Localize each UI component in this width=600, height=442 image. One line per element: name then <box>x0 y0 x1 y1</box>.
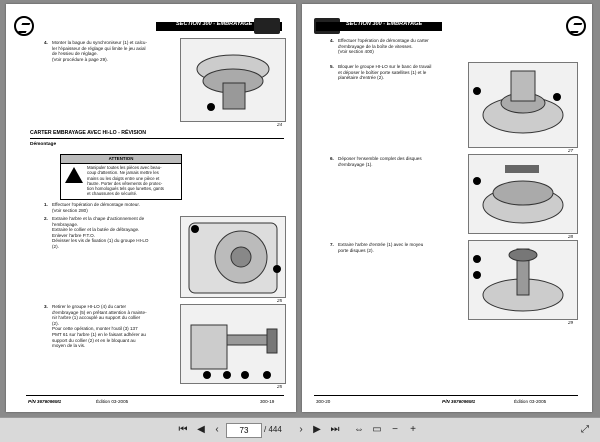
step-number: 5. <box>330 64 334 69</box>
footer-page-number: 300-20 <box>316 399 331 404</box>
footer-edition: Édition 03-2005 <box>514 399 547 404</box>
step-number: 6. <box>330 156 334 161</box>
step-text: Déposer l'ensemble complet des disques d'embrayage (1). <box>338 156 422 167</box>
document-page-right <box>302 4 592 412</box>
attention-box <box>60 154 182 200</box>
figure-25b-hilo-group <box>180 304 286 384</box>
figure-28-clutch-discs <box>468 154 578 234</box>
step-number: 1. <box>44 202 48 207</box>
figure-29-input-shaft <box>468 240 578 320</box>
step-number: 4. <box>330 38 334 43</box>
step-number: 3. <box>44 304 48 309</box>
total-pages-label: / 444 <box>264 425 282 434</box>
previous-page-button-alt[interactable]: ‹ <box>215 424 219 435</box>
page-number-input[interactable] <box>226 423 262 438</box>
sub-heading: Démontage <box>30 142 57 147</box>
step-text: Bloquer le groupe HI-LO sur le banc de travail et déposer le boîtier porte satellites (1) et le planétaire d'entrée (2). <box>338 64 432 81</box>
footer-part-number: P/N 3676096M1 <box>28 399 62 404</box>
footer-rule <box>26 395 284 396</box>
zoom-in-button[interactable]: + <box>410 424 416 435</box>
figure-25-clutch-housing <box>180 216 286 298</box>
step-text: Retirer le groupe HI-LO (4) du carter d'embrayage (5) en prêtant attention à mainte- nir l'arbre (1) accouplé au support du collier (2). Pour cette opération, monter l'outil (3) 137 PMT 61 sur l'arbre (1) en le faisant adhérer au support du collier (2) et en le bloquant au moyen de la vis. <box>52 304 147 349</box>
fit-width-button[interactable]: ⇔ <box>354 424 364 435</box>
figure-number: 24 <box>277 122 283 127</box>
figure-number: 25 <box>277 384 283 389</box>
figure-number: 27 <box>568 148 574 153</box>
section-title: SECTION 300 - EMBRAYAGE <box>346 21 423 27</box>
fit-page-button[interactable]: ▭ <box>372 424 382 435</box>
figure-24-synchronizer <box>180 38 286 122</box>
page-header <box>302 14 592 38</box>
section-heading: CARTER EMBRAYAGE AVEC HI-LO - RÉVISION <box>30 130 147 136</box>
footer-edition: Édition 03-2005 <box>96 399 129 404</box>
footer-rule <box>314 395 578 396</box>
last-page-button[interactable]: ⏭ <box>330 424 340 435</box>
viewer-toolbar <box>0 417 600 442</box>
figure-number: 28 <box>568 234 574 239</box>
step-number: 2. <box>44 216 48 221</box>
warning-triangle-icon <box>65 167 83 183</box>
figure-number: 25 <box>277 298 283 303</box>
first-page-button[interactable]: ⏮ <box>178 424 188 435</box>
heading-rule <box>30 138 284 139</box>
footer-part-number: P/N 3676096M1 <box>442 399 476 404</box>
attention-text: Manipuler toutes les pièces avec beau- coup d'attention. Ne jamais mettre les mains ou les doigts entre une pièce et l'autre. Porter des vêtements de protec- tion homologués tels que lunettes, gants et chaussures de sécurité. <box>87 165 164 197</box>
figure-27-planet-carrier <box>468 62 578 148</box>
expand-fullscreen-icon[interactable]: ⤢ <box>581 424 589 435</box>
step-number: 7. <box>330 242 334 247</box>
zoom-out-button[interactable]: − <box>392 424 398 435</box>
section-title: SECTION 300 - EMBRAYAGE <box>176 21 253 27</box>
brand-logo-icon <box>14 16 34 36</box>
brand-logo-icon <box>566 16 586 36</box>
step-text: Effectuer l'opération de démontage moteur. (Voir section 280) <box>52 202 140 213</box>
step-text: Extraire l'arbre et la chape d'actionnement de l'embrayage. Extraire le collier et la butée de débrayage. Enlever l'arbre P.T.O. Dévisser les vis de fixation (1) du groupe HI-LO (2). <box>52 216 149 249</box>
next-page-button-alt[interactable]: › <box>299 424 303 435</box>
previous-page-button[interactable]: ◀ <box>197 424 205 435</box>
document-page-left <box>6 4 296 412</box>
clutch-section-icon <box>254 18 280 34</box>
step-number: 4. <box>44 40 48 45</box>
next-page-button[interactable]: ▶ <box>313 424 321 435</box>
step-text: Extraire l'arbre d'entrée (1) avec le moyeu porte disques (2). <box>338 242 424 253</box>
footer-page-number: 300-19 <box>260 399 275 404</box>
attention-title: ATTENTION <box>61 155 181 164</box>
step-text: Monter la bague du synchroniseur (1) et calcu- ler l'épaisseur de réglage qui limite le jeu axial de l'essieu de réglage. (Voir procédure à page 29). <box>52 40 147 62</box>
step-text: Effectuer l'opération de démontage du carter d'embrayage de la boîte de vitesses. (Voir section 400) <box>338 38 429 55</box>
page-header <box>6 14 296 38</box>
figure-number: 29 <box>568 320 574 325</box>
